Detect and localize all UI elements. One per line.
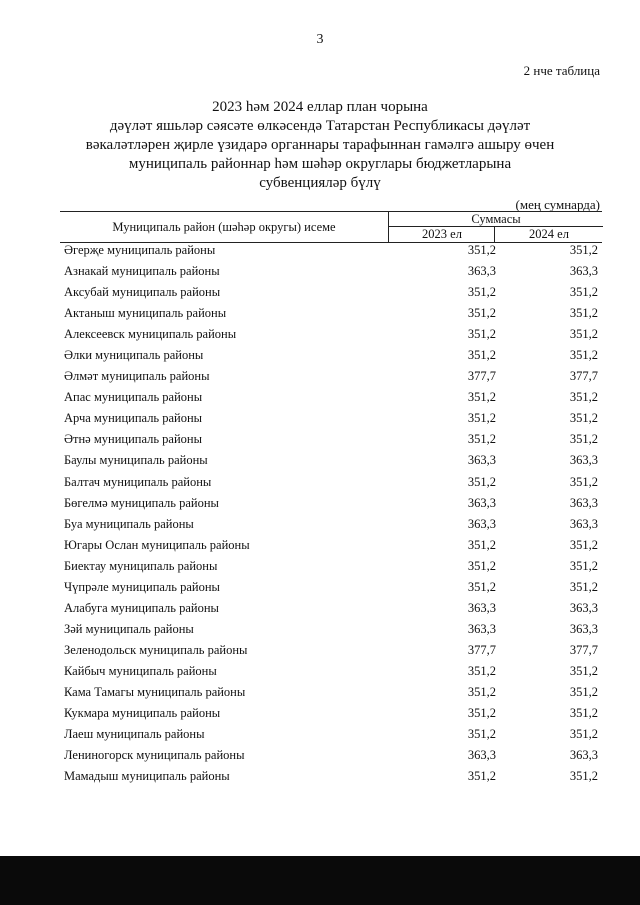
- value-2023: 351,2: [467, 306, 496, 321]
- district-name: Әлмәт муниципаль районы: [64, 369, 210, 384]
- value-2024: 363,3: [569, 748, 598, 763]
- table-row: [64, 345, 600, 366]
- value-2024: 363,3: [569, 264, 598, 279]
- value-2023: 351,2: [467, 769, 496, 784]
- table-row: [64, 472, 600, 493]
- table-row: [64, 682, 600, 703]
- district-name: Югары Ослан муниципаль районы: [64, 537, 250, 552]
- district-name: Аксубай муниципаль районы: [64, 285, 221, 300]
- value-2024: 351,2: [569, 411, 598, 426]
- title-line: вәкаләтләрен җирле үзидарә органнары тарафыннан гамәлгә ашыру өчен: [85, 137, 555, 153]
- table-row: [64, 598, 600, 619]
- district-name: Балтач муниципаль районы: [64, 474, 212, 489]
- district-name: Алексеевск муниципаль районы: [64, 327, 237, 342]
- value-2023: 377,7: [467, 369, 496, 384]
- district-name: Әлки муниципаль районы: [64, 348, 204, 363]
- district-name: Чүпрәле муниципаль районы: [64, 579, 220, 594]
- value-2023: 351,2: [467, 285, 496, 300]
- district-name: Лаеш муниципаль районы: [64, 727, 205, 742]
- title-line: муниципаль районнар һәм шәһәр округлары бюджетларына: [128, 156, 512, 172]
- district-name: Баулы муниципаль районы: [64, 453, 208, 468]
- value-2024: 351,2: [569, 432, 598, 447]
- district-name: Бөгелмә муниципаль районы: [64, 495, 219, 510]
- table-header: [60, 211, 602, 243]
- header-sums: Суммасы: [388, 212, 603, 227]
- value-2024: 377,7: [569, 642, 598, 657]
- district-name: Апас муниципаль районы: [64, 390, 203, 405]
- value-2024: 351,2: [569, 306, 598, 321]
- value-2024: 363,3: [569, 600, 598, 615]
- value-2024: 363,3: [569, 516, 598, 531]
- value-2023: 351,2: [467, 684, 496, 699]
- title-line: субвенцияләр бүлү: [259, 175, 381, 191]
- table-row: [64, 724, 600, 745]
- document-title: [40, 98, 600, 193]
- value-2024: 351,2: [569, 558, 598, 573]
- units-note: (мең сумнарда): [515, 197, 600, 212]
- table-row: [64, 408, 600, 429]
- value-2024: 351,2: [569, 769, 598, 784]
- table-row: [64, 619, 600, 640]
- table-row: [64, 303, 600, 324]
- district-name: Кама Тамагы муниципаль районы: [64, 684, 246, 699]
- district-name: Әтнә муниципаль районы: [64, 432, 203, 447]
- value-2024: 351,2: [569, 285, 598, 300]
- header-name: Муниципаль район (шәһәр округы) исеме: [112, 220, 336, 234]
- value-2024: 351,2: [569, 537, 598, 552]
- value-2024: 351,2: [569, 348, 598, 363]
- district-name: Зеленодольск муниципаль районы: [64, 642, 248, 657]
- district-name: Азнакай муниципаль районы: [64, 264, 220, 279]
- table-row: [64, 282, 600, 303]
- value-2024: 351,2: [569, 579, 598, 594]
- district-name: Лениногорск муниципаль районы: [64, 748, 245, 763]
- table-row: [64, 387, 600, 408]
- value-2023: 351,2: [467, 390, 496, 405]
- table-row: [64, 661, 600, 682]
- value-2023: 351,2: [467, 706, 496, 721]
- value-2024: 351,2: [569, 663, 598, 678]
- value-2023: 351,2: [467, 537, 496, 552]
- table-row: [64, 429, 600, 450]
- value-2023: 351,2: [467, 727, 496, 742]
- district-name: Актаныш муниципаль районы: [64, 306, 227, 321]
- value-2023: 351,2: [467, 579, 496, 594]
- table-label: 2 нче таблица: [523, 63, 600, 78]
- value-2024: 351,2: [569, 706, 598, 721]
- table-row: [64, 766, 600, 787]
- table-body: [64, 240, 600, 787]
- value-2024: 351,2: [569, 390, 598, 405]
- district-name: Кукмара муниципаль районы: [64, 706, 221, 721]
- table-row: [64, 556, 600, 577]
- district-name: Алабуга муниципаль районы: [64, 600, 219, 615]
- table-row: [64, 514, 600, 535]
- table-row: [64, 366, 600, 387]
- title-line: 2023 һәм 2024 еллар план чорына: [212, 99, 428, 115]
- district-name: Буа муниципаль районы: [64, 516, 194, 531]
- header-year-2024: 2024 ел: [494, 227, 603, 242]
- value-2024: 363,3: [569, 495, 598, 510]
- title-line: дәүләт яшьләр сәясәте өлкәсендә Татарстан Республикасы дәүләт: [109, 118, 531, 134]
- value-2023: 351,2: [467, 432, 496, 447]
- table-row: [64, 745, 600, 766]
- table-row: [64, 493, 600, 514]
- district-name: Арча муниципаль районы: [64, 411, 203, 426]
- table-row: [64, 535, 600, 556]
- value-2023: 351,2: [467, 474, 496, 489]
- value-2024: 351,2: [569, 243, 598, 257]
- value-2023: 377,7: [467, 642, 496, 657]
- value-2023: 351,2: [467, 663, 496, 678]
- value-2024: 351,2: [569, 684, 598, 699]
- value-2023: 363,3: [467, 453, 496, 468]
- value-2023: 363,3: [467, 495, 496, 510]
- table-row: [64, 703, 600, 724]
- value-2023: 351,2: [467, 558, 496, 573]
- value-2023: 351,2: [467, 243, 496, 257]
- table-row: [64, 577, 600, 598]
- value-2024: 351,2: [569, 474, 598, 489]
- value-2023: 363,3: [467, 264, 496, 279]
- value-2023: 363,3: [467, 748, 496, 763]
- district-name: Кайбыч муниципаль районы: [64, 663, 217, 678]
- value-2023: 351,2: [467, 327, 496, 342]
- district-name: Зәй муниципаль районы: [64, 621, 194, 636]
- value-2023: 363,3: [467, 516, 496, 531]
- value-2024: 377,7: [569, 369, 598, 384]
- value-2024: 351,2: [569, 327, 598, 342]
- table-row: [64, 324, 600, 345]
- table-row: [64, 240, 600, 261]
- value-2023: 363,3: [467, 621, 496, 636]
- scan-bottom-edge: [0, 856, 640, 905]
- value-2024: 351,2: [569, 727, 598, 742]
- value-2023: 363,3: [467, 600, 496, 615]
- value-2024: 363,3: [569, 621, 598, 636]
- page-number: 3: [316, 32, 324, 47]
- value-2023: 351,2: [467, 348, 496, 363]
- district-name: Әгерҗе муниципаль районы: [64, 243, 216, 257]
- district-name: Биектау муниципаль районы: [64, 558, 218, 573]
- header-year-2023: 2023 ел: [388, 227, 495, 242]
- district-name: Мамадыш муниципаль районы: [64, 769, 230, 784]
- table-row: [64, 640, 600, 661]
- value-2023: 351,2: [467, 411, 496, 426]
- value-2024: 363,3: [569, 453, 598, 468]
- table-row: [64, 450, 600, 471]
- table-row: [64, 261, 600, 282]
